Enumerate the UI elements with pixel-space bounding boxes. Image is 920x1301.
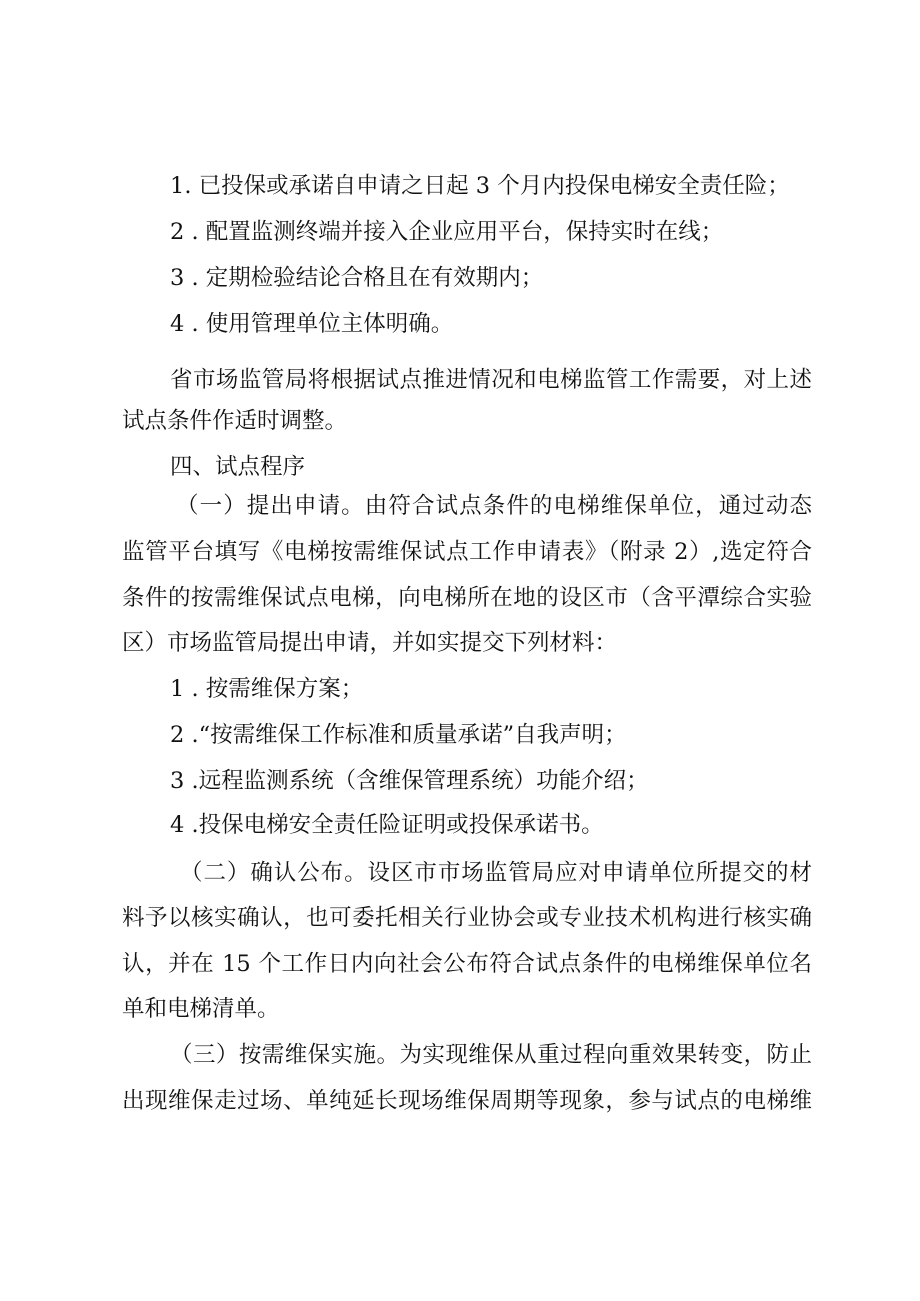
material-item-1: 1 . 按需维保方案； — [170, 676, 364, 702]
step1-line-4: 区）市场监管局提出申请，并如实提交下列材料： — [122, 630, 618, 656]
condition-item-3: 3 . 定期检验结论合格且在有效期内； — [170, 265, 544, 291]
step2-line-3: 认，并在 15 个工作日内向社会公布符合试点条件的电梯维保单位名 — [122, 951, 812, 977]
material-item-3: 3 .远程监测系统（含维保管理系统）功能介绍； — [170, 768, 649, 794]
adjustment-note-line-1: 省市场监管局将根据试点推进情况和电梯监管工作需要，对上述 — [170, 367, 812, 393]
section-heading: 四、试点程序 — [170, 454, 306, 480]
step2-line-4: 单和电梯清单。 — [122, 996, 280, 1022]
condition-item-2: 2 . 配置监测终端并接入企业应用平台，保持实时在线； — [170, 219, 724, 245]
material-item-2: 2 .“按需维保工作标准和质量承诺”自我声明； — [170, 722, 627, 748]
step2-line-2: 料予以核实确认，也可委托相关行业协会或专业技术机构进行核实确 — [122, 905, 812, 931]
step1-line-3: 条件的按需维保试点电梯，向电梯所在地的设区市（含平潭综合实验 — [122, 585, 812, 611]
step1-line-1: （一）提出申请。由符合试点条件的电梯维保单位，通过动态 — [176, 493, 812, 519]
step1-line-2: 监管平台填写《电梯按需维保试点工作申请表》（附录 2）,选定符合 — [122, 539, 812, 565]
condition-item-1: 1. 已投保或承诺自申请之日起 3 个月内投保电梯安全责任险； — [170, 173, 790, 199]
adjustment-note-line-2: 试点条件作适时调整。 — [122, 408, 348, 434]
step2-line-1: （二）确认公布。设区市市场监管局应对申请单位所提交的材 — [180, 860, 812, 886]
step3-line-1: （三）按需维保实施。为实现维保从重过程向重效果转变，防止 — [170, 1042, 812, 1068]
condition-item-4: 4 . 使用管理单位主体明确。 — [170, 311, 454, 337]
step3-line-2: 出现维保走过场、单纯延长现场维保周期等现象，参与试点的电梯维 — [122, 1088, 812, 1114]
material-item-4: 4 .投保电梯安全责任险证明或投保承诺书。 — [170, 812, 604, 838]
